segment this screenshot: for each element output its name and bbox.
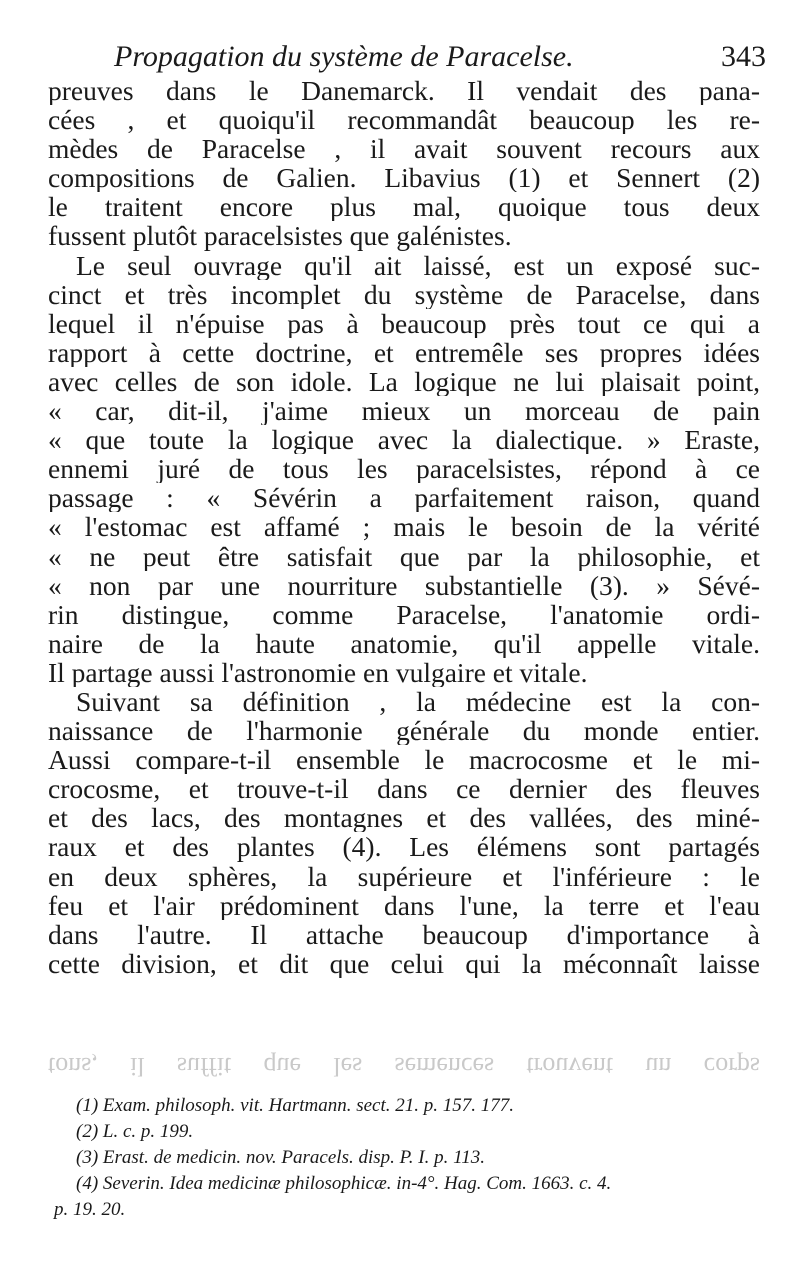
text-line: naire de la haute anatomie, qu'il appelle vitale. [48,628,760,658]
footnote: (4) Severin. Idea medicinæ philosophicæ. in-4°. Hag. Com. 1663. c. 4. [76,1173,612,1194]
text-line: compositions de Galien. Libavius (1) et Sennert (2) [48,163,760,193]
text-line: « car, dit-il, j'aime mieux un morceau de pain [48,396,760,426]
text-line: le traitent encore plus mal, quoique tous deux [48,192,760,222]
page-number: 343 [721,40,766,73]
text-line: « l'estomac est affamé ; mais le besoin de la vérité [48,512,760,542]
text-line: Il partage aussi l'astronomie en vulgaire et vitale. [48,657,588,687]
text-line: cinct et très incomplet du système de Paracelse, dans [48,279,760,309]
text-line: cette division, et dit que celui qui la méconnaît laisse [48,948,760,978]
text-line: Aussi compare-t-il ensemble le macrocosme et le mi- [48,745,760,775]
text-line: « ne peut être satisfait que par la philosophie, et [48,541,760,571]
text-line: en deux sphères, la supérieure et l'inférieure : le [48,861,760,891]
footnote: (2) L. c. p. 199. [76,1121,194,1142]
text-line: feu et l'air prédominent dans l'une, la terre et l'eau [48,890,760,920]
text-line: lequel il n'épuise pas à beaucoup près tout ce qui a [48,308,760,338]
text-line: crocosme, et trouve-t-il dans ce dernier des fleuves [48,774,760,804]
text-line: Suivant sa définition , la médecine est la con- [76,686,760,717]
body-text [48,76,760,978]
text-line: passage : « Sévérin a parfaitement raison, quand [48,483,760,513]
text-line: avec celles de son idole. La logique ne lui plaisait point, [48,366,760,397]
text-line: cées , et quoiqu'il recommandât beaucoup les re- [48,105,760,135]
text-line: naissance de l'harmonie générale du monde entier. [48,716,760,746]
text-line: fussent plutôt paracelsistes que galénistes. [48,221,512,251]
bleed-through-text: tons, il suffit que les semences trouvent un corps [48,1052,760,1081]
text-line: rin distingue, comme Paracelse, l'anatomie ordi- [48,599,760,629]
text-line: Le seul ouvrage qu'il ait laissé, est un exposé suc- [76,250,760,280]
footnote: (3) Erast. de medicin. nov. Paracels. disp. P. I. p. 113. [76,1147,485,1168]
running-header [48,38,766,78]
text-line: dans l'autre. Il attache beaucoup d'importance à [48,919,760,949]
text-line: ennemi juré de tous les paracelsistes, répond à ce [48,454,760,484]
text-line: « que toute la logique avec la dialectique. » Eraste, [48,425,760,455]
text-line: raux et des plantes (4). Les élémens sont partagés [48,832,760,862]
footnote: (1) Exam. philosoph. vit. Hartmann. sect. 21. p. 157. 177. [76,1095,515,1116]
footnotes [48,1093,760,1223]
text-line: preuves dans le Danemarck. Il vendait des pana- [48,76,760,106]
text-line: et des lacs, des montagnes et des vallées, des miné- [48,803,760,833]
footnote: p. 19. 20. [54,1199,126,1220]
running-title: Propagation du système de Paracelse. [114,40,574,73]
text-line: mèdes de Paracelse , il avait souvent recours aux [48,134,760,164]
text-line: « non par une nourriture substantielle (3). » Sévé- [48,570,760,600]
text-line: rapport à cette doctrine, et entremêle ses propres idées [48,337,760,367]
